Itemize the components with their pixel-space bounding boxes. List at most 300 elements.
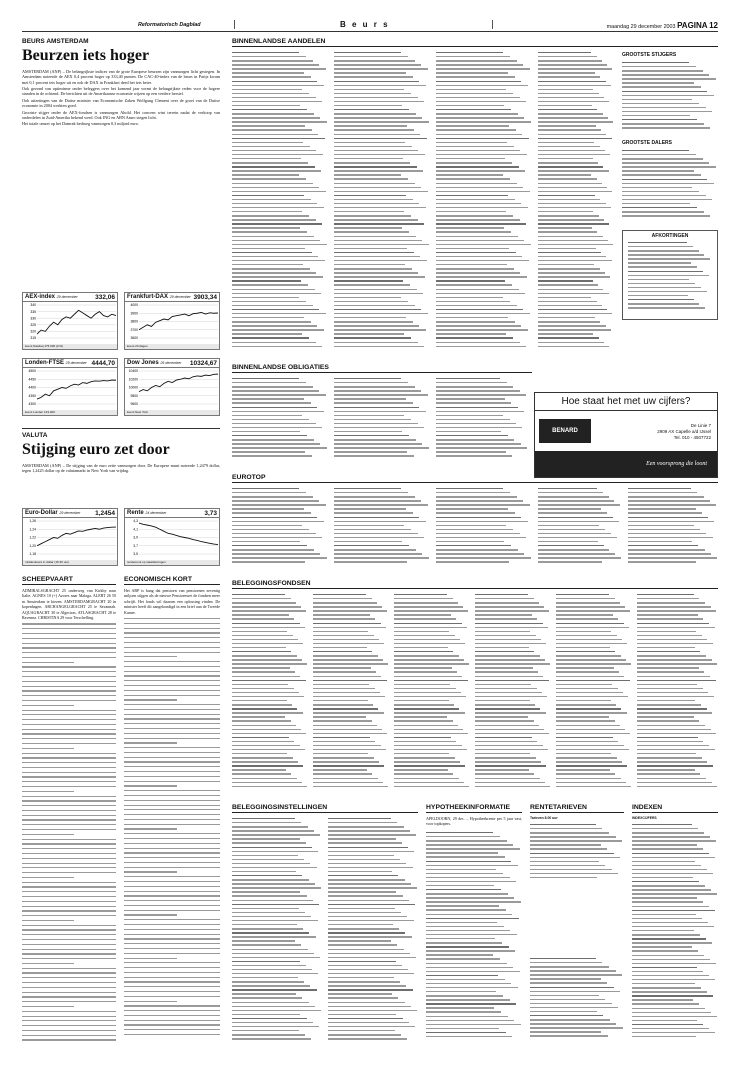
table-row xyxy=(538,113,603,114)
text-line xyxy=(124,618,220,619)
table-row xyxy=(328,985,406,986)
table-row xyxy=(538,337,599,338)
table-row xyxy=(628,561,696,562)
chart-date: 29 december xyxy=(59,511,81,515)
chart-value: 332,06 xyxy=(95,293,115,301)
table-row xyxy=(232,378,299,379)
table-row xyxy=(232,729,301,730)
table-row xyxy=(538,333,593,334)
text-line xyxy=(124,781,220,782)
table-row xyxy=(232,541,300,542)
table-row xyxy=(426,1036,512,1037)
table-row xyxy=(334,150,418,151)
y-tick-label: 9800 xyxy=(130,393,138,398)
table-row xyxy=(334,223,424,224)
table-row xyxy=(232,895,307,896)
table-row xyxy=(232,977,298,978)
table-row xyxy=(475,618,537,619)
table-row xyxy=(313,712,384,713)
text-line xyxy=(124,1010,220,1011)
table-row xyxy=(436,191,530,192)
table-row xyxy=(538,492,603,493)
table-row xyxy=(628,303,699,304)
table-row xyxy=(436,280,505,281)
text-line xyxy=(124,838,220,839)
table-row xyxy=(232,447,327,448)
table-row xyxy=(334,174,401,175)
table-row xyxy=(426,946,509,947)
table-row xyxy=(436,451,506,452)
table-row xyxy=(632,938,706,939)
table-row xyxy=(475,761,541,762)
table-row xyxy=(530,861,599,862)
table-row xyxy=(232,191,326,192)
table-row xyxy=(232,252,312,253)
table-row xyxy=(232,231,307,232)
table-row xyxy=(628,508,696,509)
text-line xyxy=(22,934,116,935)
table-row xyxy=(530,1019,610,1020)
table-row xyxy=(632,1028,709,1029)
paper-name: Reformatorisch Dagblad xyxy=(138,22,201,28)
table-row xyxy=(538,125,596,126)
table-row xyxy=(313,757,374,758)
chart-plot xyxy=(23,302,119,346)
table-row xyxy=(436,260,529,261)
table-row xyxy=(328,961,396,962)
table-row xyxy=(632,848,703,849)
y-tick-label: 10400 xyxy=(128,369,138,374)
table-row xyxy=(426,881,516,882)
table-row xyxy=(426,975,498,976)
table-row xyxy=(334,272,418,273)
dalers-box xyxy=(622,140,718,148)
text-line xyxy=(124,652,220,653)
table-row xyxy=(334,549,416,550)
table-row xyxy=(334,195,406,196)
table-row xyxy=(232,969,312,970)
table-row xyxy=(475,737,532,738)
table-row xyxy=(334,557,429,558)
table-row xyxy=(232,655,297,656)
table-row xyxy=(232,688,294,689)
table-row xyxy=(622,127,710,128)
table-row xyxy=(313,598,372,599)
table-row xyxy=(632,832,704,833)
table-row xyxy=(232,891,300,892)
aandelen-table-col xyxy=(232,52,328,352)
table-row xyxy=(232,390,319,391)
table-row xyxy=(538,268,600,269)
table-row xyxy=(632,963,716,964)
table-row xyxy=(530,832,609,833)
table-row xyxy=(436,297,503,298)
table-row xyxy=(426,954,493,955)
table-row xyxy=(232,838,300,839)
table-row xyxy=(232,778,297,779)
table-row xyxy=(637,667,699,668)
table-row xyxy=(622,158,703,159)
table-row xyxy=(334,101,424,102)
table-row xyxy=(394,720,453,721)
table-row xyxy=(436,301,510,302)
table-row xyxy=(436,423,516,424)
table-row xyxy=(334,109,409,110)
hypotheek-table xyxy=(426,832,522,1044)
table-row xyxy=(334,60,415,61)
valuta-kicker: VALUTA xyxy=(22,428,220,439)
text-line xyxy=(22,949,116,950)
table-row xyxy=(313,614,370,615)
text-line xyxy=(22,757,116,758)
table-row xyxy=(628,291,707,292)
benard-advert[interactable] xyxy=(534,392,718,478)
table-row xyxy=(436,317,508,318)
table-row xyxy=(232,162,308,163)
table-row xyxy=(436,521,528,522)
text-line xyxy=(124,795,220,796)
table-row xyxy=(632,971,703,972)
table-row xyxy=(538,549,609,550)
table-row xyxy=(426,840,507,841)
table-row xyxy=(232,170,321,171)
text-line xyxy=(124,905,220,906)
table-row xyxy=(622,211,704,212)
table-row xyxy=(334,121,429,122)
table-row xyxy=(556,745,624,746)
table-row xyxy=(632,914,696,915)
table-row xyxy=(632,1020,697,1021)
table-row xyxy=(334,309,421,310)
text-line xyxy=(124,958,177,959)
text-line xyxy=(22,729,116,730)
table-row xyxy=(436,256,522,257)
table-row xyxy=(637,688,703,689)
text-line xyxy=(22,1035,116,1036)
table-row xyxy=(426,987,518,988)
table-row xyxy=(436,390,520,391)
table-row xyxy=(334,158,403,159)
table-row xyxy=(394,716,447,717)
text-line xyxy=(22,996,116,997)
table-row xyxy=(232,720,291,721)
text-line xyxy=(22,872,116,873)
table-row xyxy=(232,203,317,204)
table-row xyxy=(328,949,404,950)
table-row xyxy=(232,561,305,562)
text-line xyxy=(124,900,220,901)
table-row xyxy=(232,602,296,603)
table-row xyxy=(232,859,304,860)
table-row xyxy=(556,700,611,701)
table-row xyxy=(538,533,611,534)
table-row xyxy=(530,1003,612,1004)
table-row xyxy=(334,419,411,420)
table-row xyxy=(313,618,375,619)
table-row xyxy=(436,394,526,395)
table-row xyxy=(394,614,451,615)
table-row xyxy=(394,765,465,766)
table-row xyxy=(313,671,376,672)
table-row xyxy=(436,431,501,432)
text-line xyxy=(22,681,116,682)
table-row xyxy=(637,598,699,599)
text-line xyxy=(22,676,116,677)
table-row xyxy=(637,692,708,693)
table-row xyxy=(628,525,694,526)
text-line xyxy=(124,972,220,973)
table-row xyxy=(436,129,516,130)
table-row xyxy=(637,725,705,726)
table-row xyxy=(232,545,307,546)
table-row xyxy=(232,89,302,90)
table-row xyxy=(394,676,462,677)
table-row xyxy=(334,402,413,403)
table-row xyxy=(436,264,507,265)
series-line xyxy=(37,380,116,399)
table-row xyxy=(328,953,410,954)
table-row xyxy=(632,897,697,898)
table-row xyxy=(538,121,613,122)
table-row xyxy=(538,272,605,273)
obligaties-col xyxy=(232,378,328,460)
table-row xyxy=(436,150,520,151)
table-row xyxy=(334,553,422,554)
table-row xyxy=(232,268,310,269)
text-line xyxy=(22,628,116,629)
table-row xyxy=(232,105,300,106)
table-row xyxy=(436,276,527,277)
table-row xyxy=(232,627,305,628)
table-row xyxy=(334,134,420,135)
table-row xyxy=(232,847,312,848)
text-line xyxy=(124,666,220,667)
table-row xyxy=(556,598,615,599)
table-row xyxy=(426,922,497,923)
table-row xyxy=(637,663,717,664)
text-line xyxy=(124,623,220,624)
table-row xyxy=(436,223,526,224)
table-row xyxy=(232,386,313,387)
table-row xyxy=(530,836,616,837)
table-row xyxy=(328,928,399,929)
table-row xyxy=(328,977,394,978)
table-row xyxy=(232,842,306,843)
table-row xyxy=(426,1003,516,1004)
table-row xyxy=(436,508,508,509)
table-row xyxy=(232,1010,321,1011)
text-line xyxy=(22,843,116,844)
table-row xyxy=(637,614,698,615)
table-row xyxy=(436,199,515,200)
table-row xyxy=(622,174,701,175)
table-row xyxy=(426,1028,499,1029)
chart-date: 29 december xyxy=(169,295,191,299)
table-row xyxy=(538,342,604,343)
table-row xyxy=(475,631,530,632)
y-tick-label: 3800 xyxy=(130,319,138,324)
table-row xyxy=(394,733,468,734)
text-line xyxy=(22,690,116,691)
table-row xyxy=(232,826,308,827)
table-row xyxy=(232,908,299,909)
table-row xyxy=(334,541,402,542)
table-row xyxy=(556,643,627,644)
eurotop-heading: EUROTOP xyxy=(232,474,718,483)
table-row xyxy=(426,832,493,833)
table-row xyxy=(538,317,595,318)
table-row xyxy=(436,337,513,338)
table-row xyxy=(313,602,377,603)
text-line xyxy=(22,863,116,864)
table-row xyxy=(232,944,301,945)
table-row xyxy=(313,729,382,730)
table-row xyxy=(632,836,710,837)
text-line xyxy=(22,1020,116,1021)
y-tick-label: 3,9 xyxy=(133,535,138,540)
table-row xyxy=(232,113,314,114)
advert-address xyxy=(657,423,711,441)
table-row xyxy=(436,219,520,220)
table-row xyxy=(530,844,601,845)
table-row xyxy=(232,712,303,713)
table-row xyxy=(334,500,421,501)
table-row xyxy=(436,56,510,57)
text-line xyxy=(22,705,74,706)
table-row xyxy=(426,979,505,980)
text-line xyxy=(22,834,74,835)
text-line xyxy=(22,633,116,634)
indexen xyxy=(632,804,718,821)
table-row xyxy=(394,700,449,701)
table-row xyxy=(538,541,598,542)
table-row xyxy=(328,851,414,852)
table-row xyxy=(328,940,391,941)
table-row xyxy=(334,333,404,334)
table-row xyxy=(232,134,318,135)
table-row xyxy=(637,602,705,603)
table-row xyxy=(232,215,309,216)
text-line xyxy=(22,686,116,687)
table-row xyxy=(538,321,600,322)
table-row xyxy=(530,1031,601,1032)
table-row xyxy=(313,667,371,668)
table-row xyxy=(538,517,613,518)
table-row xyxy=(328,834,416,835)
y-tick-label: 1,20 xyxy=(29,543,36,548)
table-row xyxy=(538,72,595,73)
table-row xyxy=(475,708,540,709)
table-row xyxy=(232,680,306,681)
valuta-article xyxy=(22,428,220,474)
table-row xyxy=(334,256,420,257)
table-row xyxy=(334,64,421,65)
text-line xyxy=(124,991,220,992)
table-row xyxy=(628,549,705,550)
table-row xyxy=(637,606,711,607)
table-row xyxy=(436,138,529,139)
table-row xyxy=(436,455,512,456)
table-row xyxy=(232,346,322,347)
obligaties-col xyxy=(334,378,430,460)
chart-value: 1,2454 xyxy=(95,509,115,517)
table-row xyxy=(632,853,709,854)
table-row xyxy=(426,950,515,951)
advert-address-line: 2909 AX Capelle a/d IJssel xyxy=(657,429,711,434)
text-line xyxy=(124,761,220,762)
text-line xyxy=(22,810,116,811)
table-row xyxy=(530,840,622,841)
table-row xyxy=(328,826,404,827)
table-row xyxy=(538,158,593,159)
chart-plot xyxy=(23,518,119,562)
table-row xyxy=(538,183,602,184)
table-row xyxy=(232,671,295,672)
table-row xyxy=(637,631,696,632)
table-row xyxy=(632,930,694,931)
table-row xyxy=(232,293,321,294)
table-row xyxy=(394,749,467,750)
y-tick-label: 325 xyxy=(30,323,36,327)
table-row xyxy=(232,737,289,738)
table-row xyxy=(556,659,626,660)
table-row xyxy=(232,953,314,954)
table-row xyxy=(530,982,607,983)
table-row xyxy=(436,72,508,73)
table-row xyxy=(475,716,528,717)
advert-address-line: De Linie 7 xyxy=(690,423,711,428)
table-row xyxy=(313,696,385,697)
table-row xyxy=(426,844,513,845)
table-row xyxy=(334,488,401,489)
table-row xyxy=(313,765,384,766)
y-tick-label: 3,5 xyxy=(133,552,138,557)
text-line xyxy=(124,833,220,834)
table-row xyxy=(637,655,706,656)
table-row xyxy=(232,733,306,734)
table-row xyxy=(426,893,508,894)
table-row xyxy=(334,227,402,228)
rentetarieven xyxy=(530,804,624,821)
hypotheek-heading: HYPOTHEEKINFORMATIE xyxy=(426,804,522,813)
table-row xyxy=(538,309,607,310)
chart-plot xyxy=(125,368,221,412)
table-row xyxy=(232,981,304,982)
table-row xyxy=(232,158,301,159)
text-line xyxy=(22,886,116,887)
text-line xyxy=(124,632,220,633)
table-row xyxy=(232,129,312,130)
table-row xyxy=(232,773,291,774)
text-line xyxy=(124,1020,220,1021)
table-row xyxy=(538,191,612,192)
table-row xyxy=(313,627,386,628)
table-row xyxy=(334,508,406,509)
fondsen-col xyxy=(313,594,389,794)
table-row xyxy=(475,757,536,758)
table-row xyxy=(328,997,398,998)
table-row xyxy=(232,488,299,489)
table-row xyxy=(232,333,302,334)
table-row xyxy=(632,1012,711,1013)
table-row xyxy=(556,696,628,697)
table-row xyxy=(313,643,384,644)
y-tick-label: 3600 xyxy=(130,336,138,341)
fondsen-col xyxy=(232,594,308,794)
chart-rente xyxy=(124,508,220,566)
table-row xyxy=(232,508,304,509)
text-line xyxy=(124,661,220,662)
